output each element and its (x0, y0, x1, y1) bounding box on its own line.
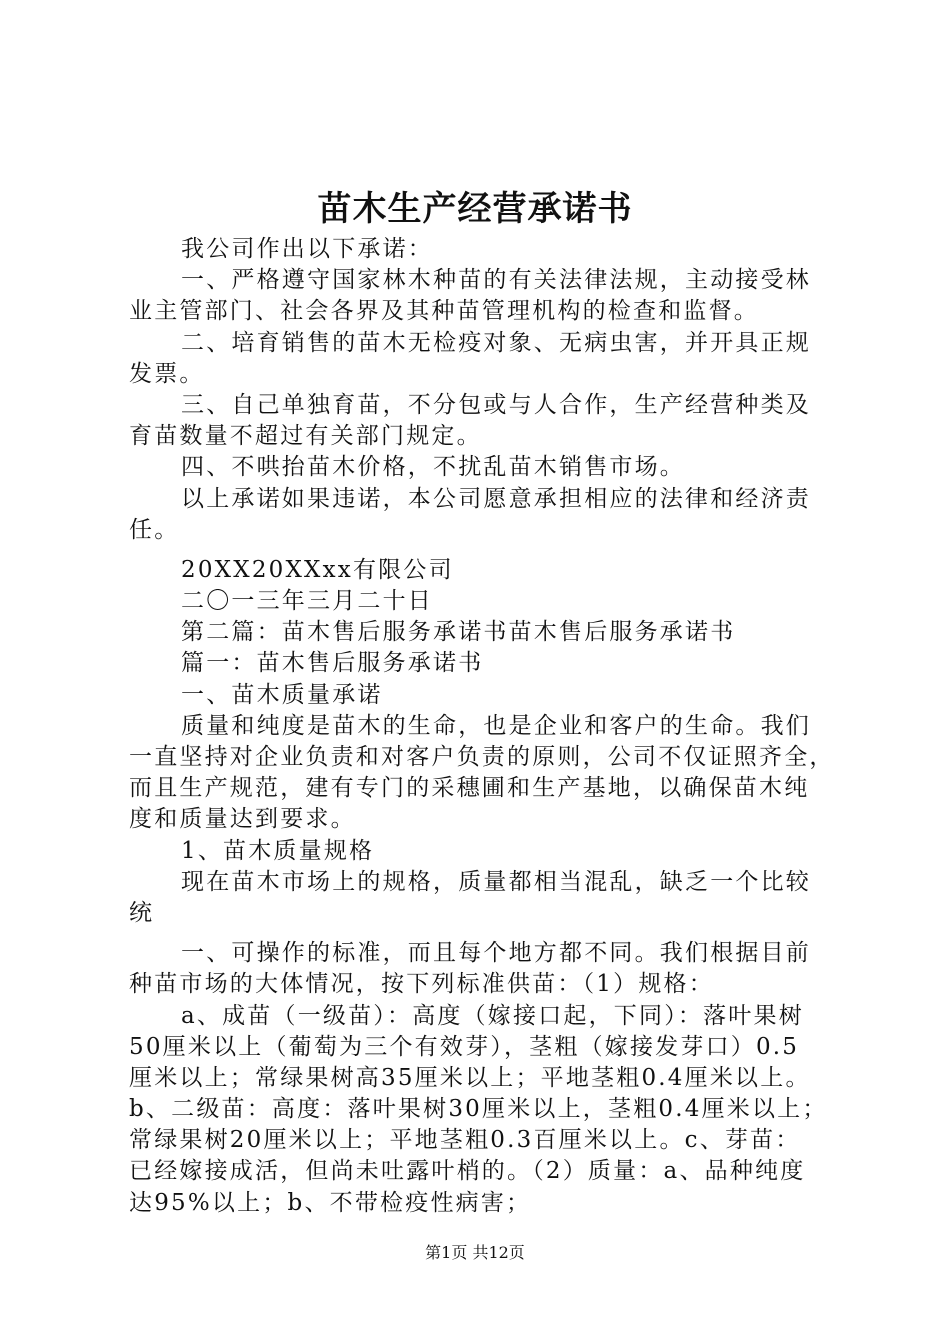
body-line: 达95%以上；b、不带检疫性病害； (129, 1189, 532, 1216)
section-heading: 1、苗木质量规格 (181, 837, 375, 864)
body-line: 而且生产规范，建有专门的采穗圃和生产基地，以确保苗木纯 (129, 775, 810, 802)
body-line: a、成苗（一级苗）：高度（嫁接口起，下同）：落叶果树 (181, 1002, 804, 1029)
body-line: 业主管部门、社会各界及其种苗管理机构的检查和监督。 (129, 298, 759, 325)
body-line: 种苗市场的大体情况，按下列标准供苗：（1）规格： (129, 971, 714, 998)
body-line: 已经嫁接成活，但尚未吐露叶梢的。（2）质量：a、品种纯度 (129, 1158, 806, 1185)
body-line: 育苗数量不超过有关部门规定。 (129, 423, 482, 450)
body-line: 厘米以上；常绿果树高35厘米以上；平地茎粗0.4厘米以上。 (129, 1064, 811, 1091)
document-title: 苗木生产经营承诺书 (317, 189, 633, 229)
body-line: 二、培育销售的苗木无检疫对象、无病虫害，并开具正规 (181, 329, 811, 356)
body-line: 四、不哄抬苗木价格，不扰乱苗木销售市场。 (181, 454, 685, 481)
body-line: 50厘米以上（葡萄为三个有效芽），茎粗（嫁接发芽口）0.5 (129, 1033, 800, 1060)
body-line: 我公司作出以下承诺： (181, 236, 433, 262)
body-line: 任。 (129, 516, 180, 543)
body-line: 现在苗木市场上的规格，质量都相当混乱，缺乏一个比较 (181, 868, 811, 895)
body-line: 一直坚持对企业负责和对客户负责的原则，公司不仅证照齐全， (129, 744, 835, 770)
document-body (129, 234, 837, 1219)
body-line: 统 (129, 899, 155, 926)
body-line: 度和质量达到要求。 (129, 806, 356, 833)
body-line: 常绿果树20厘米以上；平地茎粗0.3百厘米以上。c、芽苗： (129, 1127, 801, 1154)
section-heading: 篇一：苗木售后服务承诺书 (181, 650, 484, 677)
body-line: 三、自己单独育苗，不分包或与人合作，生产经营种类及 (181, 391, 811, 418)
body-line: 发票。 (129, 360, 205, 387)
body-line: b、二级苗：高度：落叶果树30厘米以上，茎粗0.4厘米以上； (129, 1096, 828, 1123)
body-line: 一、严格遵守国家林木种苗的有关法律法规，主动接受林 (181, 267, 811, 294)
company-name: 20XX20XXxx有限公司 (181, 556, 454, 583)
page-footer: 第1页 共12页 (425, 1243, 525, 1262)
body-line: 一、可操作的标准，而且每个地方都不同。我们根据目前 (181, 940, 811, 967)
section-heading: 第二篇：苗木售后服务承诺书苗木售后服务承诺书 (181, 619, 736, 646)
section-heading: 一、苗木质量承诺 (181, 681, 383, 708)
body-line: 质量和纯度是苗木的生命，也是企业和客户的生命。我们 (181, 712, 811, 739)
document-date: 二〇一三年三月二十日 (181, 588, 433, 615)
body-line: 以上承诺如果违诺，本公司愿意承担相应的法律和经济责 (181, 485, 811, 512)
